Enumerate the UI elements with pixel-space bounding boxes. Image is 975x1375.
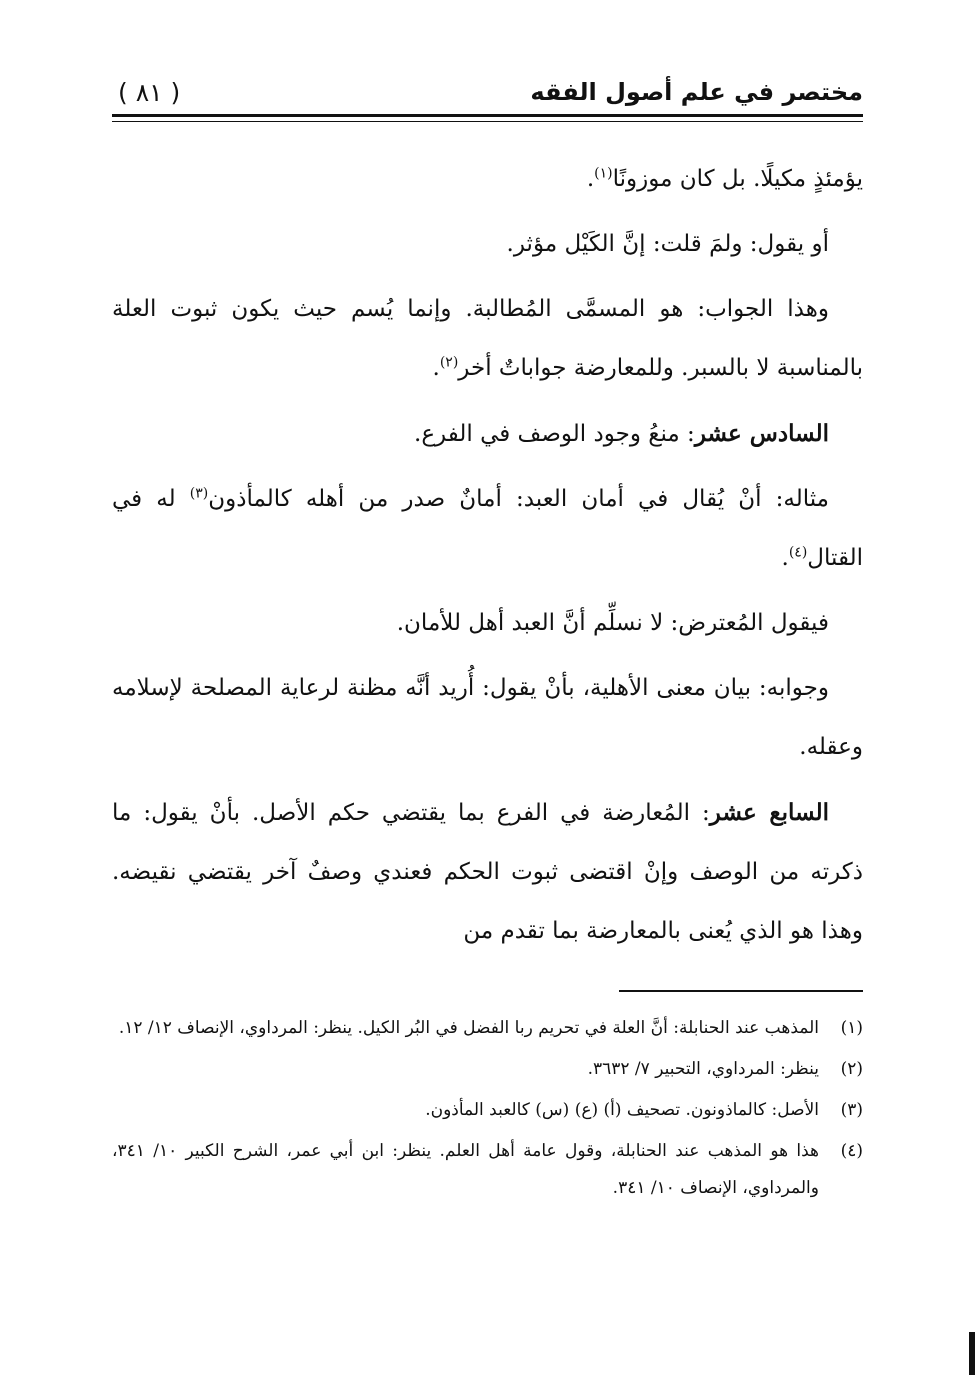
footnote-text: هذا هو المذهب عند الحنابلة، وقول عامة أهل العلم. ينظر: ابن أبي عمر، الشرح الكبير ١٠/ ٣٤١، والمرداوي، الإنصاف ١٠/ ٣٤١.: [112, 1141, 819, 1198]
header-rule-thick: [112, 114, 863, 117]
footnote-1: [112, 1010, 863, 1047]
footnote-number: (٤): [840, 1141, 863, 1161]
paragraph-5: [112, 470, 863, 588]
paragraph-7: وجوابه: بيان معنى الأهلية، بأنْ يقول: أُريد أنَّه مظنة لرعاية المصلحة لإسلامه وعقله.: [112, 675, 863, 760]
footnote-number: (٢): [840, 1059, 863, 1079]
paragraph-3-text: وهذا الجواب: هو المسمَّى المُطالبة. وإنما يُسم حيث يكون ثبوت العلة بالمناسبة لا بالسبر. وللمعارضة جواباتٌ أخر: [112, 296, 863, 381]
footnote-separator: [619, 990, 863, 992]
header-rule-thin: [112, 121, 863, 122]
section-heading-16: السادس عشر: [694, 420, 829, 447]
paragraph-8: [112, 783, 863, 961]
paragraph-4-text: : منعُ وجود الوصف في الفرع.: [414, 421, 695, 447]
footnote-number: (١): [840, 1018, 863, 1038]
footnote-text: الأصل: كالماذونون. تصحيف (أ) (ع) (س) كالعبد المأذون.: [425, 1100, 819, 1120]
paragraph-3-end: .: [432, 355, 440, 381]
footnote-ref-2: (٢): [439, 354, 459, 371]
paragraph-2: أو يقول: ولمَ قلت: إنَّ الكَيْل مؤثر.: [506, 231, 829, 257]
footnote-text: المذهب عند الحنابلة: أنَّ العلة في تحريم ربا الفضل في البُر الكيل. ينظر: المرداوي، الإنصاف ١٢/ ١٢.: [118, 1018, 819, 1038]
paragraph-1: [112, 150, 863, 209]
footnote-3: [112, 1092, 863, 1129]
paragraph-8-text: : المُعارضة في الفرع بما يقتضي حكم الأصل. بأنْ يقول: ما ذكرته من الوصف وإنْ اقتضى ثبوت الحكم فعندي وصفٌ آخر يقتضي نقيضه. وهذا هو الذي يُعنى بالمعارضة بما تقدم من: [112, 800, 863, 944]
paragraph-6: فيقول المُعترض: لا نسلِّم أنَّ العبد أهل للأمان.: [396, 610, 829, 636]
main-text: [112, 150, 863, 967]
footnote-ref-3: (٣): [189, 485, 209, 502]
footnote-2: [112, 1051, 863, 1088]
footnotes: [112, 1010, 863, 1211]
section-heading-17: السابع عشر: [709, 799, 829, 826]
page-number: ( ٨١ ): [118, 77, 181, 107]
scan-edge-mark: [969, 1332, 975, 1375]
paragraph-4: [112, 404, 863, 464]
book-title: مختصر في علم أصول الفقه: [530, 78, 863, 106]
footnote-text: ينظر: المرداوي، التحبير ٧/ ٣٦٣٢.: [587, 1059, 819, 1079]
footnote-ref-1: (١): [594, 165, 613, 182]
footnote-4: [112, 1133, 863, 1207]
paragraph-1-text: يؤمئذٍ مكيلًا. بل كان موزونًا: [612, 166, 863, 192]
paragraph-5-end: .: [781, 545, 789, 571]
footnote-ref-4: (٤): [788, 544, 808, 561]
paragraph-1-end: .: [586, 166, 595, 192]
paragraph-5-text-b: له في القتال: [112, 486, 863, 571]
running-header: [118, 74, 863, 110]
paragraph-3: [112, 280, 863, 398]
footnote-number: (٣): [840, 1100, 863, 1120]
paragraph-5-text-a: مثاله: أنْ يُقال في أمان العبد: أمانٌ صدر من أهله كالمأذون: [208, 486, 829, 512]
